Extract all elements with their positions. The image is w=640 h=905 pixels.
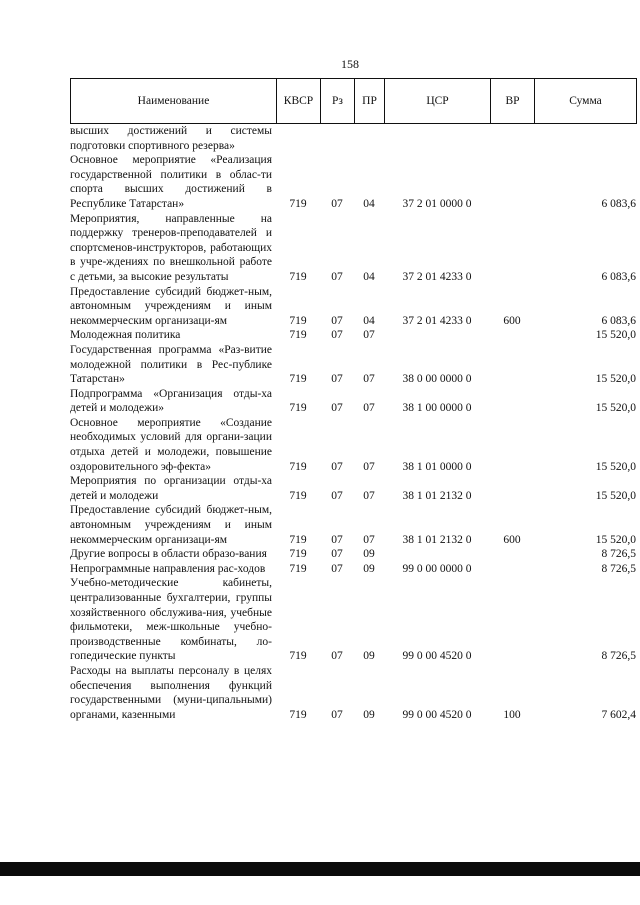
row-vr: 600 — [503, 533, 521, 546]
row-csr: 38 1 01 0000 0 — [402, 460, 472, 473]
row-pr: 09 — [363, 562, 375, 575]
table-row — [70, 328, 636, 343]
row-pr: 09 — [363, 548, 375, 561]
table-row — [70, 212, 636, 285]
row-rz: 07 — [331, 373, 343, 386]
row-kvsr: 719 — [289, 708, 307, 721]
row-kvsr: 719 — [289, 270, 307, 283]
row-sum: 6 083,6 — [601, 197, 636, 210]
row-sum: 15 520,0 — [595, 460, 636, 473]
table-row — [70, 387, 636, 416]
row-csr: 37 2 01 4233 0 — [402, 314, 472, 327]
column-header-sum: Сумма — [535, 79, 637, 124]
row-pr: 07 — [363, 460, 375, 473]
row-sum: 15 520,0 — [595, 533, 636, 546]
row-kvsr: 719 — [289, 650, 307, 663]
row-kvsr: 719 — [289, 460, 307, 473]
row-sum: 15 520,0 — [595, 329, 636, 342]
row-kvsr: 719 — [289, 548, 307, 561]
row-pr: 04 — [363, 197, 375, 210]
column-header-csr: ЦСР — [385, 79, 491, 124]
row-csr: 38 0 00 0000 0 — [402, 373, 472, 386]
table-row — [70, 343, 636, 387]
row-kvsr: 719 — [289, 314, 307, 327]
row-rz: 07 — [331, 329, 343, 342]
row-csr: 99 0 00 4520 0 — [402, 708, 472, 721]
row-name: Подпрограмма «Организация отды-ха детей и молодежи» — [70, 387, 272, 415]
row-rz: 07 — [331, 650, 343, 663]
row-pr: 07 — [363, 533, 375, 546]
row-sum: 7 602,4 — [601, 708, 636, 721]
row-vr: 600 — [503, 314, 521, 327]
row-pr: 07 — [363, 402, 375, 415]
row-sum: 15 520,0 — [595, 489, 636, 502]
row-pr: 07 — [363, 373, 375, 386]
table-row — [70, 503, 636, 547]
row-rz: 07 — [331, 460, 343, 473]
row-rz: 07 — [331, 548, 343, 561]
row-rz: 07 — [331, 314, 343, 327]
table-row — [70, 416, 636, 474]
row-rz: 07 — [331, 562, 343, 575]
row-pr: 04 — [363, 270, 375, 283]
row-kvsr: 719 — [289, 402, 307, 415]
column-header-name: Наименование — [71, 79, 277, 124]
table-row — [70, 474, 636, 503]
row-rz: 07 — [331, 270, 343, 283]
row-csr: 99 0 00 4520 0 — [402, 650, 472, 663]
table-row — [70, 576, 636, 664]
row-name: Предоставление субсидий бюджет-ным, автономным учреждениям и иным некоммерческим организаци-ям — [70, 504, 272, 546]
row-csr: 38 1 01 2132 0 — [402, 533, 472, 546]
row-pr: 09 — [363, 650, 375, 663]
table-row — [70, 664, 636, 722]
page-number: 158 — [341, 57, 359, 71]
row-name: Мероприятия, направленные на поддержку тренеров-преподавателей и спортсменов-инструкторов, работающих в учре-ждениях по внешкольной работе с детьми, за высокие результаты — [70, 212, 272, 283]
table-row — [70, 285, 636, 329]
table-row — [70, 124, 636, 153]
column-header-pr: ПР — [355, 79, 385, 124]
row-rz: 07 — [331, 402, 343, 415]
row-name: Основное мероприятие «Реализация государственной политики в облас-ти спорта высших достижений в Республике Татарстан» — [70, 154, 272, 210]
row-csr: 99 0 00 0000 0 — [402, 562, 472, 575]
row-sum: 15 520,0 — [595, 373, 636, 386]
table-body — [70, 124, 636, 722]
column-header-rz: Рз — [321, 79, 355, 124]
column-header-kvsr: КВСР — [277, 79, 321, 124]
row-name: Предоставление субсидий бюджет-ным, автономным учреждениям и иным некоммерческим организаци-ям — [70, 285, 272, 327]
row-rz: 07 — [331, 197, 343, 210]
row-sum: 6 083,6 — [601, 270, 636, 283]
row-vr: 100 — [503, 708, 521, 721]
row-kvsr: 719 — [289, 329, 307, 342]
row-rz: 07 — [331, 533, 343, 546]
row-kvsr: 719 — [289, 373, 307, 386]
column-header-vr: ВР — [491, 79, 535, 124]
row-csr: 37 2 01 4233 0 — [402, 270, 472, 283]
row-pr: 07 — [363, 329, 375, 342]
table-row — [70, 153, 636, 211]
row-sum: 8 726,5 — [601, 650, 636, 663]
row-kvsr: 719 — [289, 533, 307, 546]
row-name: Основное мероприятие «Создание необходимых условий для органи-зации отдыха детей и молодежи, повышение оздоровительного эф-фекта» — [70, 416, 272, 473]
row-sum: 6 083,6 — [601, 314, 636, 327]
row-pr: 09 — [363, 708, 375, 721]
row-name: Государственная программа «Раз-витие молодежной политики в Рес-публике Татарстан» — [70, 343, 272, 386]
row-name: Расходы на выплаты персоналу в целях обеспечения выполнения функций государственными (муни-ципальными) органами, казенными — [70, 664, 272, 721]
table-row — [70, 562, 636, 577]
scan-bottom-border — [0, 862, 640, 876]
row-rz: 07 — [331, 489, 343, 502]
row-name: Мероприятия по организации отды-ха детей и молодежи — [70, 475, 272, 502]
row-name: Учебно-методические кабинеты, централизованные бухгалтерии, группы хозяйственного обслужива-ния, учебные фильмотеки, меж-школьные учебно-производственные комбинаты, ло-гопедические пункты — [70, 577, 272, 663]
row-kvsr: 719 — [289, 197, 307, 210]
row-csr: 38 1 01 2132 0 — [402, 489, 472, 502]
table-row — [70, 547, 636, 562]
row-sum: 15 520,0 — [595, 402, 636, 415]
row-pr: 07 — [363, 489, 375, 502]
table-header — [70, 78, 637, 124]
row-name: Непрограммные направления рас-ходов — [70, 562, 266, 575]
row-sum: 8 726,5 — [601, 548, 636, 561]
row-rz: 07 — [331, 708, 343, 721]
row-kvsr: 719 — [289, 489, 307, 502]
row-csr: 37 2 01 0000 0 — [402, 197, 472, 210]
row-name: высших достижений и системы подготовки спортивного резерва» — [70, 125, 272, 152]
row-name: Другие вопросы в области образо-вания — [70, 548, 267, 561]
row-csr: 38 1 00 0000 0 — [402, 402, 472, 415]
row-kvsr: 719 — [289, 562, 307, 575]
row-name: Молодежная политика — [70, 329, 181, 342]
row-sum: 8 726,5 — [601, 562, 636, 575]
row-pr: 04 — [363, 314, 375, 327]
